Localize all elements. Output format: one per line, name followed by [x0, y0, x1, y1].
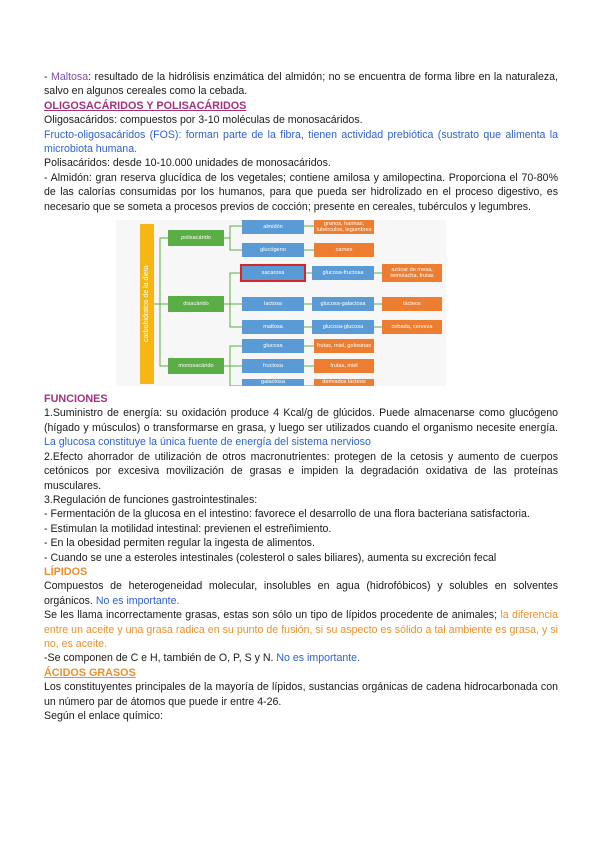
lactosa-node: lactosa — [242, 297, 304, 311]
lipidos-paragraph-1 — [44, 579, 558, 608]
lipidos-2-text: Se les llama incorrectamente grasas, estas son sólo un tipo de lípidos procedente de animales; — [44, 609, 498, 622]
oligo-paragraph: Oligosacáridos: compuestos por 3-10 moléculas de monosacáridos. — [44, 114, 363, 127]
lipidos-paragraph-2 — [44, 608, 558, 651]
source-lactosa: lácteos — [382, 297, 442, 311]
maltosa-text: : resultado de la hidrólisis enzimática del almidón; no se encuentra de forma libre en la naturaleza, salvo en algunos cereales como la cebada. — [44, 71, 558, 98]
document-page — [44, 70, 558, 723]
funcion-3a: - Fermentación de la glucosa en el intestino: favorece el desarrollo de una flora bacteriana satisfactoria. — [44, 508, 530, 521]
funcion-3: 3.Regulación de funciones gastrointestinales: — [44, 493, 258, 506]
funcion-2: 2.Efecto ahorrador de utilización de otros macronutrientes: protegen de la cetosis y aumento de cuerpos cetónicos por excesiva movilización de grasas e impiden la degradación oxidativa de las proteínas musculares. — [44, 450, 558, 492]
acidos-paragraph-2: Según el enlace químico: — [44, 710, 163, 722]
root-node: carbohidratos de la dieta — [140, 224, 154, 384]
glucosa-fructosa-node: glucosa-fructosa — [312, 266, 374, 280]
maltosa-node: maltosa — [242, 320, 304, 334]
disacaridos-node: disacárido — [168, 296, 224, 312]
funcion-1-note: La glucosa constituye la única fuente de energía del sistema nervioso — [44, 436, 371, 449]
oligo-heading: OLIGOSACÁRIDOS Y POLISACÁRIDOS — [44, 99, 247, 112]
maltosa-dash: - — [44, 71, 52, 83]
lipidos-1-note: No es importante. — [92, 594, 180, 607]
almidon-paragraph: - Almidón: gran reserva glucídica de los vegetales; contiene amilosa y amilopectina. Proporciona el 70-80% de las calorías consumidas por los humanos, para que pueda ser hidrolizado en el proceso digestivo, es necesario que se someta a procesos previos de cocción; presente en cereales, tubérculos y legumbres. — [44, 171, 558, 213]
carbohydrate-diagram — [116, 220, 446, 386]
polisacaridos-paragraph: Polisacáridos: desde 10-10.000 unidades de monosacáridos. — [44, 157, 331, 170]
funcion-1-text: 1.Suministro de energía: su oxidación produce 4 Kcal/g de glúcidos. Puede almacenarse como glucógeno (hígado y músculos) o transformarse en grasa, y luego ser utilizados cuando el organismo necesite energía. — [44, 407, 558, 434]
galactosa-node: galactosa — [242, 379, 304, 386]
maltosa-paragraph — [44, 70, 558, 99]
glucosa-galactosa-node: glucosa-galactosa — [312, 297, 374, 311]
funcion-1 — [44, 406, 558, 449]
source-glucosa: frutas, miel, golosinas — [314, 339, 374, 353]
fos-paragraph: Fructo-oligosacáridos (FOS): forman parte de la fibra, tienen actividad prebiótica (sustrato que alimenta la microbiota humana. — [44, 128, 558, 156]
lipidos-2-highlight: la diferencia entre un aceite y una grasa radica en su punto de fusión, si su aspecto es sólido a tal ambiente es grasa, y si no, es aceite. — [44, 609, 558, 650]
funcion-3d: - Cuando se une a esteroles intestinales (colesterol o sales biliares), aumenta su excreción fecal — [44, 551, 497, 564]
source-almidon: granos, harinas, tubérculos, legumbres — [314, 220, 374, 234]
lipidos-3-note: No es importante. — [273, 652, 361, 665]
acidos-paragraph-1: Los constituyentes principales de la mayoría de lípidos, sustancias orgánicas de cadena hidrocarbonada con un número par de átomos que puede ir entre 4-26. — [44, 681, 558, 708]
source-glucogeno: carnes — [314, 243, 374, 257]
funcion-3b: - Estimulan la motilidad intestinal: previenen el estreñimiento. — [44, 522, 332, 535]
glucosa-node: glucosa — [242, 339, 304, 353]
funcion-3c: - En la obesidad permiten regular la ingesta de alimentos. — [44, 537, 315, 550]
source-galactosa: derivados lácteos — [314, 379, 374, 386]
glucosa-glucosa-node: glucosa-glucosa — [312, 320, 374, 334]
source-maltosa: cebada, cerveza — [382, 320, 442, 334]
source-sacarosa: azúcar de mesa, remolacha, frutas — [382, 264, 442, 282]
acidos-grasos-heading: ÁCIDOS GRASOS — [44, 666, 136, 679]
lipidos-3-text: -Se componen de C e H, también de O, P, S y N. — [44, 652, 274, 665]
monosacaridos-node: monosacárido — [168, 358, 224, 374]
lipidos-paragraph-3 — [44, 651, 558, 665]
fructosa-node: fructosa — [242, 359, 304, 373]
maltosa-term: Maltosa — [51, 71, 89, 83]
source-fructosa: frutas, miel — [314, 359, 374, 373]
lipidos-1-text: Compuestos de heterogeneidad molecular, insolubles en agua (hidrofóbicos) y solubles en solventes orgánicos. — [44, 580, 558, 607]
polisacaridos-node: polisacárido — [168, 230, 224, 246]
lipidos-heading: LÍPIDOS — [44, 565, 88, 578]
almidon-node: almidón — [242, 220, 304, 234]
funciones-heading: FUNCIONES — [44, 393, 108, 406]
sacarosa-node: sacarosa — [242, 266, 304, 280]
glucogeno-node: glucógeno — [242, 243, 304, 257]
